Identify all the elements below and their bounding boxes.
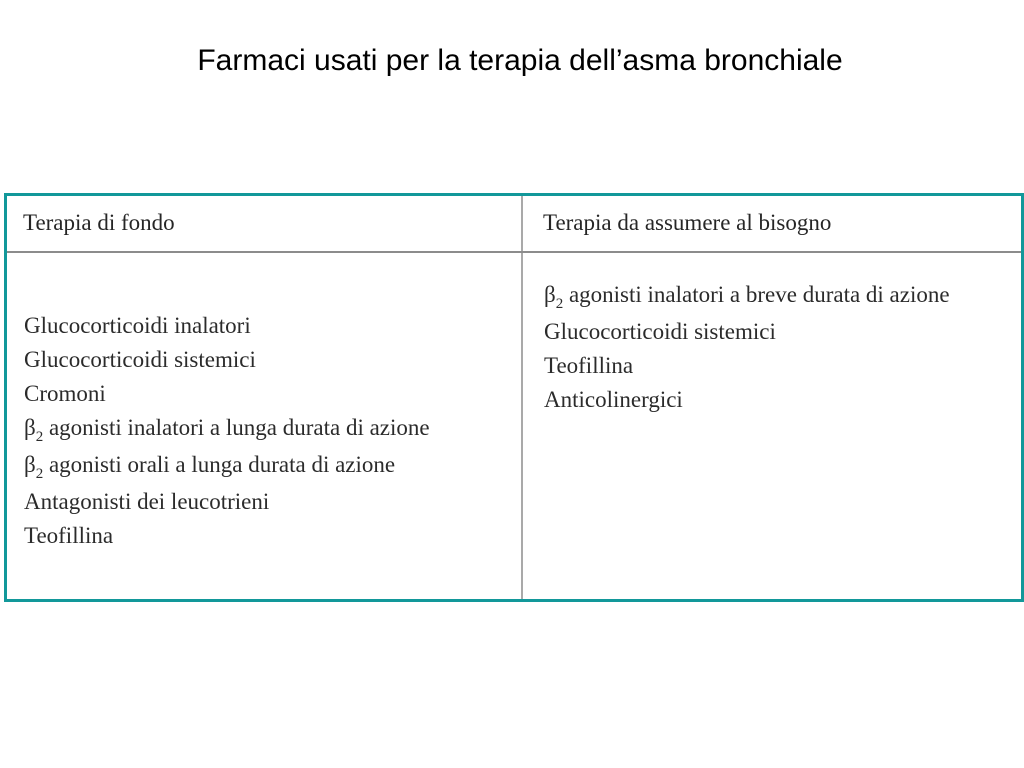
item-text: Teofillina: [24, 523, 114, 548]
column-divider: [521, 196, 523, 599]
beta-symbol: [24, 415, 44, 445]
header-rule: [7, 251, 1021, 253]
list-item: [24, 411, 504, 448]
column-heading-maintenance: Terapia di fondo: [23, 210, 175, 235]
list-item: [24, 519, 504, 553]
item-text: agonisti inalatori a lunga durata di azione: [43, 415, 430, 440]
item-text: Teofillina: [544, 353, 634, 378]
beta-symbol: [24, 452, 44, 482]
list-item: [24, 377, 504, 411]
list-item: [544, 315, 1010, 349]
item-text: Antagonisti dei leucotrieni: [24, 489, 270, 514]
item-text: Glucocorticoidi sistemici: [24, 347, 256, 372]
item-text: agonisti inalatori a breve durata di azione: [563, 282, 950, 307]
drug-table: [4, 193, 1024, 602]
list-item: [24, 343, 504, 377]
beta-symbol: [544, 282, 564, 312]
slide-title: Farmaci usati per la terapia dell’asma bronchiale: [197, 44, 843, 77]
beta-subscript: 2: [35, 466, 44, 482]
item-text: agonisti orali a lunga durata di azione: [43, 452, 396, 477]
beta-letter: β: [24, 452, 36, 477]
beta-letter: β: [24, 415, 36, 440]
beta-letter: β: [544, 282, 556, 307]
item-text: Anticolinergici: [544, 387, 683, 412]
list-item: [24, 309, 504, 343]
item-text: Cromoni: [24, 381, 106, 406]
item-text: Glucocorticoidi inalatori: [24, 313, 251, 338]
list-item: [544, 278, 1010, 315]
column-heading-as-needed: Terapia da assumere al bisogno: [543, 210, 832, 235]
list-item: [544, 349, 1010, 383]
maintenance-therapy-list: [24, 309, 504, 553]
item-text: Glucocorticoidi sistemici: [544, 319, 776, 344]
list-item: [24, 448, 504, 485]
beta-subscript: 2: [555, 296, 564, 312]
beta-subscript: 2: [35, 429, 44, 445]
list-item: [24, 485, 504, 519]
as-needed-therapy-list: [544, 278, 1010, 417]
list-item: [544, 383, 1010, 417]
